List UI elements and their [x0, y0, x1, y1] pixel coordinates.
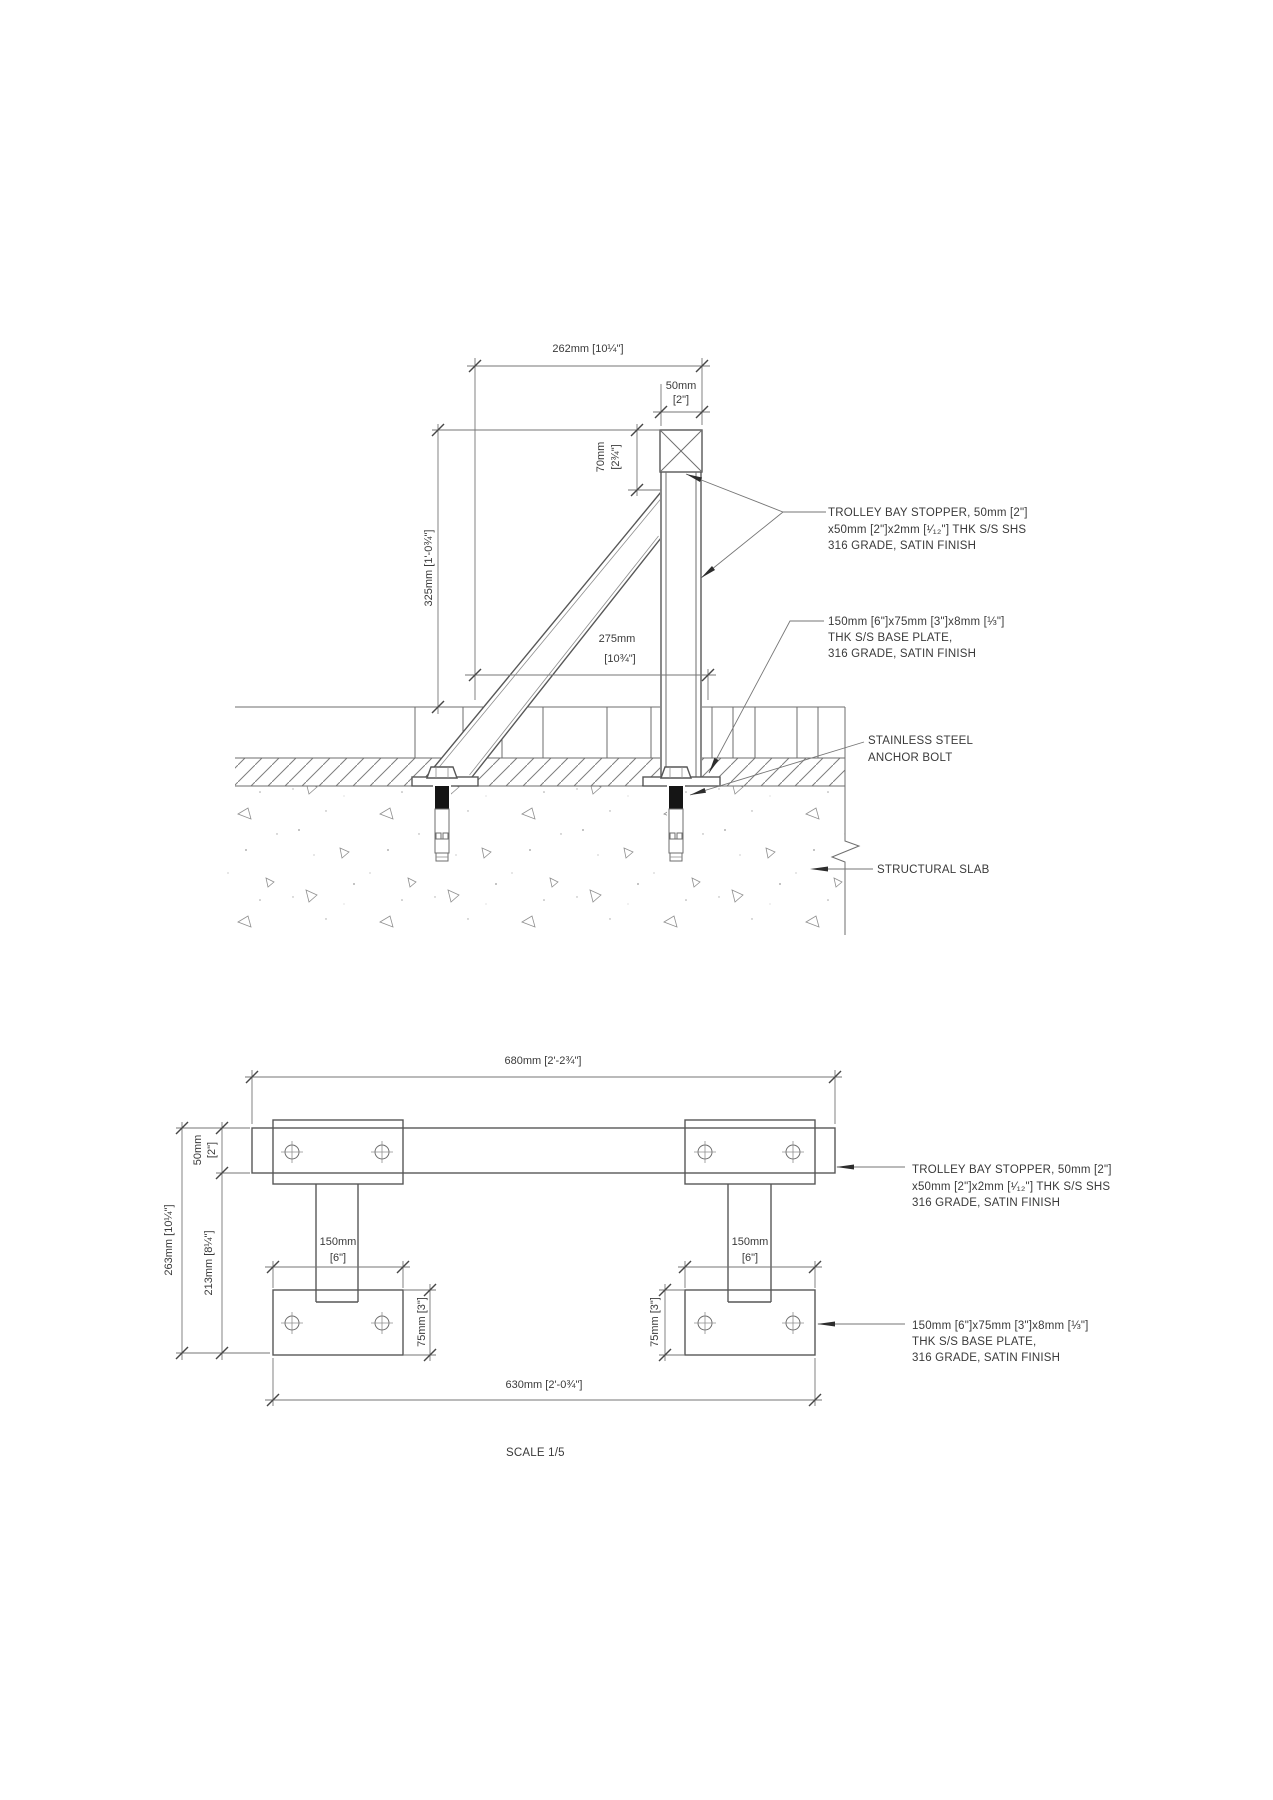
bolt-symbol — [371, 1141, 393, 1163]
section-view — [218, 343, 1028, 935]
dim-plate-length-right-in: [6"] — [741, 1252, 759, 1264]
bolt-symbol — [371, 1312, 393, 1334]
post-bolt-head — [661, 767, 691, 778]
leader-arrow-rail — [836, 1165, 854, 1170]
dim-rail-width-mm: 50mm — [192, 1134, 204, 1166]
plan-callout-baseplate-2: THK S/S BASE PLATE, — [912, 1336, 1037, 1348]
stopper-post — [660, 430, 702, 777]
plan-callout-stopper-1: TROLLEY BAY STOPPER, 50mm [2"] — [912, 1164, 1112, 1176]
plan-callout-stopper-3: 316 GRADE, SATIN FINISH — [912, 1197, 1061, 1209]
dim-plate-length-right-mm: 150mm — [731, 1236, 769, 1248]
dim-post-width-in: [2"] — [672, 394, 690, 406]
dim-cap-offset-in: [2¾"] — [610, 444, 622, 470]
post-anchor-bolt — [667, 784, 685, 862]
stopper-rail-plan — [252, 1128, 835, 1173]
concrete-stipple — [218, 786, 845, 935]
brace-anchor-bolt — [433, 784, 451, 862]
callout-stopper-2: x50mm [2"]x2mm [¹⁄₁₂"] THK S/S SHS — [828, 524, 1027, 536]
dim-plate-length-left-mm: 150mm — [319, 1236, 357, 1248]
plan-callout-baseplate-3: 316 GRADE, SATIN FINISH — [912, 1352, 1061, 1364]
callout-anchorbolt-2: ANCHOR BOLT — [868, 752, 953, 764]
dim-rail-width-in: [2"] — [206, 1141, 218, 1159]
plan-leaders — [817, 1165, 905, 1327]
dim-brace-offset-in: [10¾"] — [604, 653, 636, 665]
bolt-symbol — [694, 1141, 716, 1163]
screed-hatch — [235, 758, 845, 786]
bolt-symbol — [281, 1141, 303, 1163]
bolt-symbol — [782, 1312, 804, 1334]
dim-plate-length-left-in: [6"] — [329, 1252, 347, 1264]
bolt-symbol — [694, 1312, 716, 1334]
callout-stopper-1: TROLLEY BAY STOPPER, 50mm [2"] — [828, 507, 1028, 519]
dim-plan-length: 680mm [2'-2¾"] — [504, 1055, 582, 1067]
dim-plate-spacing: 630mm [2'-0¾"] — [505, 1379, 583, 1391]
dim-plate-width-left: 75mm [3"] — [416, 1297, 428, 1347]
callout-slab: STRUCTURAL SLAB — [877, 864, 990, 876]
dim-post-width-mm: 50mm — [665, 380, 697, 392]
plan-callout-baseplate-1: 150mm [6"]x75mm [3"]x8mm [⅓"] — [912, 1320, 1089, 1332]
callout-anchorbolt-1: STAINLESS STEEL — [868, 735, 974, 747]
dim-brace-offset-mm: 275mm — [598, 633, 636, 645]
brace-bolt-head — [427, 767, 457, 778]
dim-plan-depth-rail: 213mm [8¼"] — [203, 1230, 215, 1296]
callout-baseplate-1: 150mm [6"]x75mm [3"]x8mm [⅓"] — [828, 616, 1005, 628]
bolt-symbol — [281, 1312, 303, 1334]
plan-view — [163, 1055, 1112, 1406]
plan-callout-stopper-2: x50mm [2"]x2mm [¹⁄₁₂"] THK S/S SHS — [912, 1181, 1111, 1193]
plan-bolts — [281, 1141, 804, 1334]
right-base-plate-plan — [685, 1290, 815, 1355]
leader-arrow-post — [701, 566, 715, 578]
left-base-plate-plan — [273, 1290, 403, 1355]
dim-overall-height: 325mm [1'-0¾"] — [423, 529, 435, 607]
callout-stopper-3: 316 GRADE, SATIN FINISH — [828, 540, 977, 552]
dim-overall-width: 262mm [10¼"] — [552, 343, 624, 355]
dim-plan-depth: 263mm [10¼"] — [163, 1204, 175, 1276]
callout-baseplate-3: 316 GRADE, SATIN FINISH — [828, 648, 977, 660]
scale-note: SCALE 1/5 — [506, 1447, 565, 1459]
leader-arrow-baseplate-plan — [817, 1322, 835, 1327]
dim-plate-width-right: 75mm [3"] — [649, 1297, 661, 1347]
dim-cap-offset-mm: 70mm — [595, 441, 607, 473]
bolt-symbol — [782, 1141, 804, 1163]
callout-baseplate-2: THK S/S BASE PLATE, — [828, 632, 953, 644]
floor-structure — [218, 707, 859, 935]
